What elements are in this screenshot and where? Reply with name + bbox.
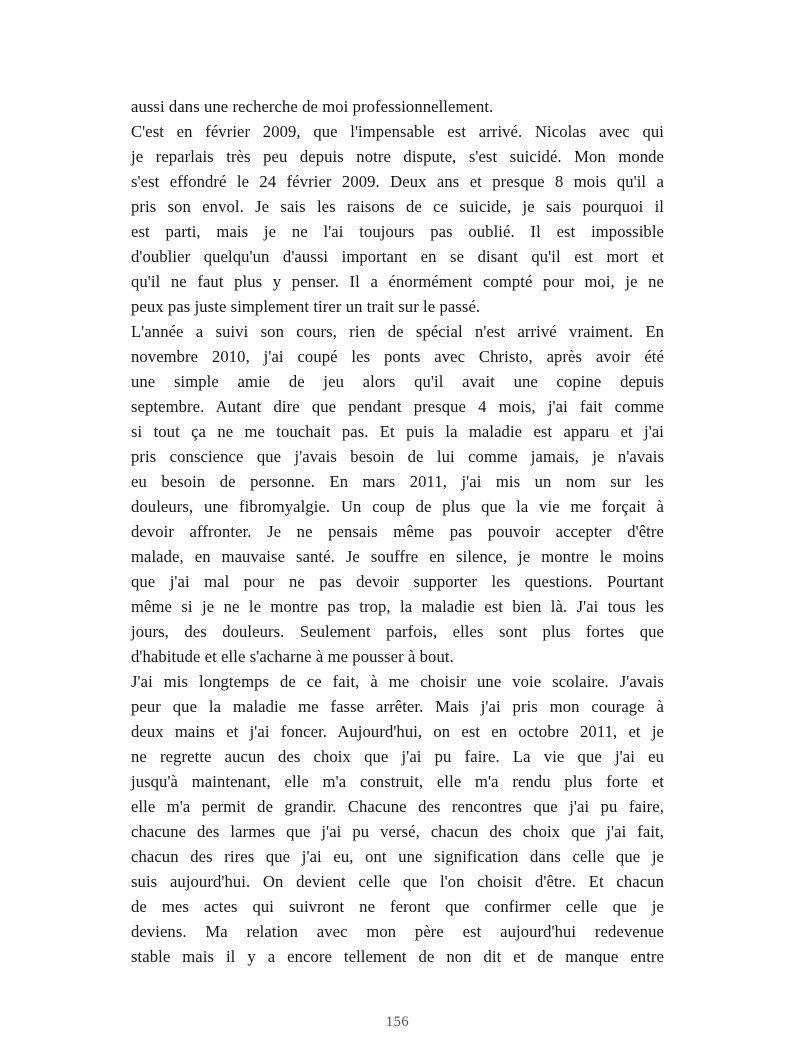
text-line: J'ai mis longtemps de ce fait, à me choisir une voie scolaire. J'avais <box>131 672 664 691</box>
text-line: je reparlais très peu depuis notre dispute, s'est suicidé. Mon monde <box>131 147 664 166</box>
text-line: même si je ne le montre pas trop, la maladie est bien là. J'ai tous les <box>131 597 664 616</box>
text-line: chacun des rires que j'ai eu, ont une signification dans celle que je <box>131 847 664 866</box>
text-line: deviens. Ma relation avec mon père est aujourd'hui redevenue <box>131 922 664 941</box>
text-line: malade, en mauvaise santé. Je souffre en silence, je montre le moins <box>131 547 664 566</box>
text-line: d'oublier quelqu'un d'aussi important en se disant qu'il est mort et <box>131 247 664 266</box>
page-number: 156 <box>385 1014 410 1030</box>
page-footer <box>0 1013 795 1031</box>
text-line: pris conscience que j'avais besoin de lui comme jamais, je n'avais <box>131 447 664 466</box>
page-body <box>131 94 664 969</box>
text-line: eu besoin de personne. En mars 2011, j'ai mis un nom sur les <box>131 472 664 491</box>
text-line: L'année a suivi son cours, rien de spécial n'est arrivé vraiment. En <box>131 322 664 341</box>
text-line: ne regrette aucun des choix que j'ai pu faire. La vie que j'ai eu <box>131 747 664 766</box>
text-line: peur que la maladie me fasse arrêter. Mais j'ai pris mon courage à <box>131 697 664 716</box>
text-line: douleurs, une fibromyalgie. Un coup de plus que la vie me forçait à <box>131 497 664 516</box>
text-line: jusqu'à maintenant, elle m'a construit, elle m'a rendu plus forte et <box>131 772 664 791</box>
text-line: pris son envol. Je sais les raisons de ce suicide, je sais pourquoi il <box>131 197 664 216</box>
text-line: d'habitude et elle s'acharne à me pousser à bout. <box>131 647 454 666</box>
paragraph <box>131 94 664 119</box>
paragraph <box>131 669 664 969</box>
text-line: suis aujourd'hui. On devient celle que l'on choisit d'être. Et chacun <box>131 872 664 891</box>
text-line: elle m'a permit de grandir. Chacune des rencontres que j'ai pu faire, <box>131 797 664 816</box>
text-line: novembre 2010, j'ai coupé les ponts avec Christo, après avoir été <box>131 347 664 366</box>
text-line: chacune des larmes que j'ai pu versé, chacun des choix que j'ai fait, <box>131 822 664 841</box>
text-line: une simple amie de jeu alors qu'il avait une copine depuis <box>131 372 664 391</box>
text-line: de mes actes qui suivront ne feront que confirmer celle que je <box>131 897 664 916</box>
text-line: jours, des douleurs. Seulement parfois, elles sont plus fortes que <box>131 622 664 641</box>
paragraph <box>131 319 664 669</box>
text-line: aussi dans une recherche de moi professionnellement. <box>131 97 494 116</box>
paragraph <box>131 119 664 319</box>
text-line: si tout ça ne me touchait pas. Et puis la maladie est apparu et j'ai <box>131 422 664 441</box>
text-line: septembre. Autant dire que pendant presque 4 mois, j'ai fait comme <box>131 397 664 416</box>
text-line: qu'il ne faut plus y penser. Il a énormément compté pour moi, je ne <box>131 272 664 291</box>
text-line: deux mains et j'ai foncer. Aujourd'hui, on est en octobre 2011, et je <box>131 722 664 741</box>
text-line: s'est effondré le 24 février 2009. Deux ans et presque 8 mois qu'il a <box>131 172 664 191</box>
text-line: est parti, mais je ne l'ai toujours pas oublié. Il est impossible <box>131 222 664 241</box>
text-line: peux pas juste simplement tirer un trait sur le passé. <box>131 297 481 316</box>
text-line: stable mais il y a encore tellement de non dit et de manque entre <box>131 947 664 966</box>
text-line: devoir affronter. Je ne pensais même pas pouvoir accepter d'être <box>131 522 664 541</box>
text-line: C'est en février 2009, que l'impensable est arrivé. Nicolas avec qui <box>131 122 664 141</box>
text-line: que j'ai mal pour ne pas devoir supporter les questions. Pourtant <box>131 572 664 591</box>
